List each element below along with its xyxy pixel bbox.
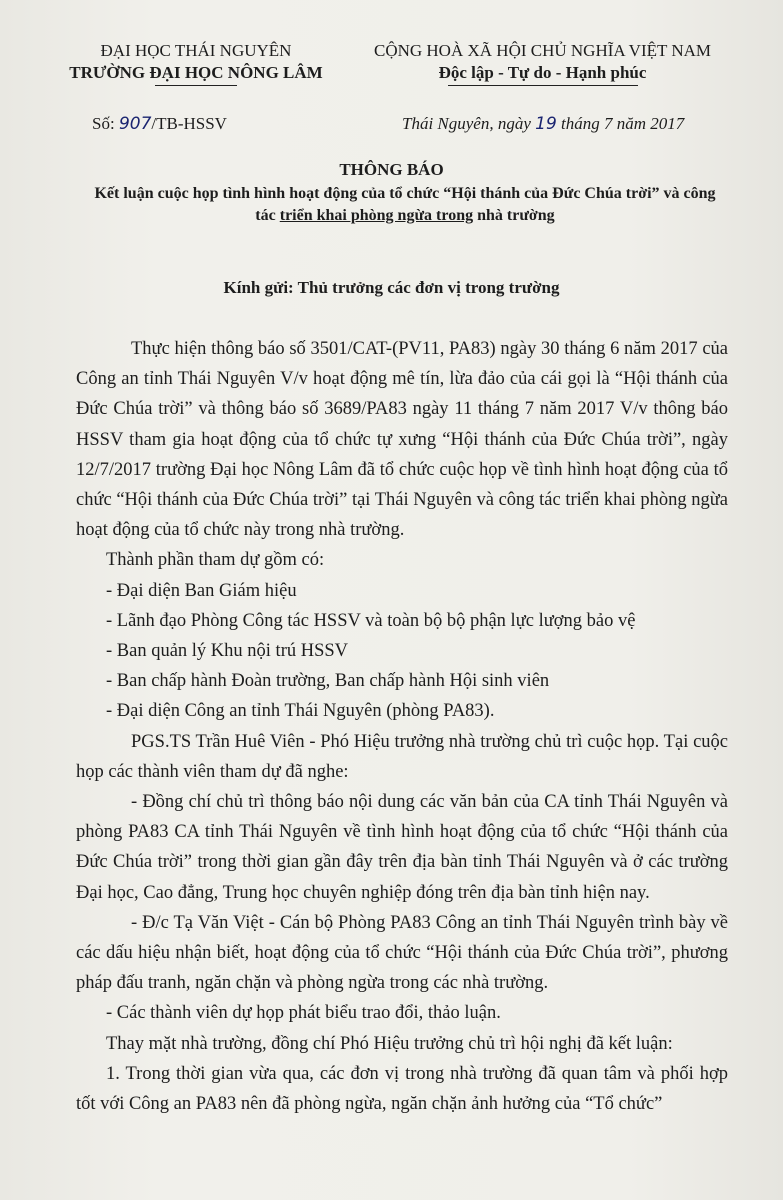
paragraph-conclusion-1: 1. Trong thời gian vừa qua, các đơn vị trong nhà trường đã quan tâm và phối hợp tốt với Công an PA83 nên đã phòng ngừa, ngăn chặn ảnh hưởng của “Tổ chức”	[76, 1063, 728, 1115]
parent-agency: ĐẠI HỌC THÁI NGUYÊN	[100, 41, 292, 60]
document-date: Thái Nguyên, ngày 19 tháng 7 năm 2017	[402, 114, 685, 134]
paragraph-attendees-heading: Thành phần tham dự gồm có:	[106, 550, 325, 571]
agency-block	[56, 40, 336, 86]
attendee-item: - Lãnh đạo Phòng Công tác HSSV và toàn bộ bộ phận lực lượng bảo vệ	[106, 610, 636, 631]
handwritten-number: 907	[118, 114, 152, 134]
paragraph-chair: PGS.TS Trần Huê Viên - Phó Hiệu trưởng nhà trường chủ trì cuộc họp. Tại cuộc họp các thành viên tham dự đã nghe:	[76, 731, 728, 782]
agency-underline	[155, 85, 237, 86]
motto-underline	[448, 85, 638, 86]
national-motto: Độc lập - Tự do - Hạnh phúc	[438, 63, 647, 82]
handwritten-day: 19	[535, 114, 557, 134]
paragraph-briefing: - Đồng chí chủ trì thông báo nội dung các văn bản của CA tỉnh Thái Nguyên và phòng PA83 CA tỉnh Thái Nguyên về tình hình hoạt động của tổ chức “Hội thánh của Đức Chúa trời” trong thời gian gần đây trên địa bàn tỉnh Thái Nguyên và ở các trường Đại học, Cao đẳng, Trung học chuyên nghiệp đóng trên địa bàn tỉnh hiện nay.	[76, 792, 728, 903]
paragraph-conclusion-heading: Thay mặt nhà trường, đồng chí Phó Hiệu trưởng chủ trì hội nghị đã kết luận:	[106, 1033, 673, 1054]
attendee-item: - Ban chấp hành Đoàn trường, Ban chấp hành Hội sinh viên	[106, 671, 550, 692]
attendee-item: - Ban quản lý Khu nội trú HSSV	[106, 641, 349, 662]
document-subtitle: Kết luận cuộc họp tình hình hoạt động của tổ chức “Hội thánh của Đức Chúa trời” và công tác triển khai phòng ngừa trong nhà trường	[94, 185, 716, 224]
paragraph-presentation: - Đ/c Tạ Văn Việt - Cán bộ Phòng PA83 Công an tỉnh Thái Nguyên trình bày về các dấu hiệu nhận biết, hoạt động của tổ chức “Hội thánh của Đức Chúa trời”, phương pháp đấu tranh, ngăn chặn và phòng ngừa trong các nhà trường.	[76, 912, 728, 994]
national-title: CỘNG HOÀ XÃ HỘI CHỦ NGHĨA VIỆT NAM	[373, 41, 711, 60]
document-number: Số: 907/TB-HSSV	[92, 114, 227, 134]
attendee-item: - Đại diện Ban Giám hiệu	[106, 580, 297, 601]
attendee-item: - Đại diện Công an tỉnh Thái Nguyên (phòng PA83).	[106, 701, 495, 722]
issuing-agency: TRƯỜNG ĐẠI HỌC NÔNG LÂM	[69, 63, 323, 82]
underlined-phrase: triển khai phòng ngừa trong	[279, 207, 474, 224]
document-body	[76, 334, 728, 1119]
paragraph-discussion: - Các thành viên dự họp phát biểu trao đổi, thảo luận.	[106, 1003, 501, 1024]
document-title: THÔNG BÁO	[339, 160, 444, 179]
national-heading-block	[350, 40, 735, 86]
document-header	[0, 40, 783, 100]
paragraph-intro: Thực hiện thông báo số 3501/CAT-(PV11, PA83) ngày 30 tháng 6 năm 2017 của Công an tỉnh Thái Nguyên V/v hoạt động mê tín, lừa đảo của cái gọi là “Hội thánh của Đức Chúa trời” và thông báo số 3689/PA83 ngày 11 tháng 7 năm 2017 V/v thông báo HSSV tham gia hoạt động của tổ chức tự xưng “Hội thánh của Đức Chúa trời”, ngày 12/7/2017 trường Đại học Nông Lâm đã tổ chức cuộc họp về tình hình hoạt động của tổ chức “Hội thánh của Đức Chúa trời” tại Thái Nguyên và công tác triển khai phòng ngừa hoạt động của tổ chức này trong nhà trường.	[76, 339, 728, 541]
recipient-line: Kính gửi: Thủ trưởng các đơn vị trong trường	[223, 278, 560, 297]
document-meta	[0, 114, 783, 140]
